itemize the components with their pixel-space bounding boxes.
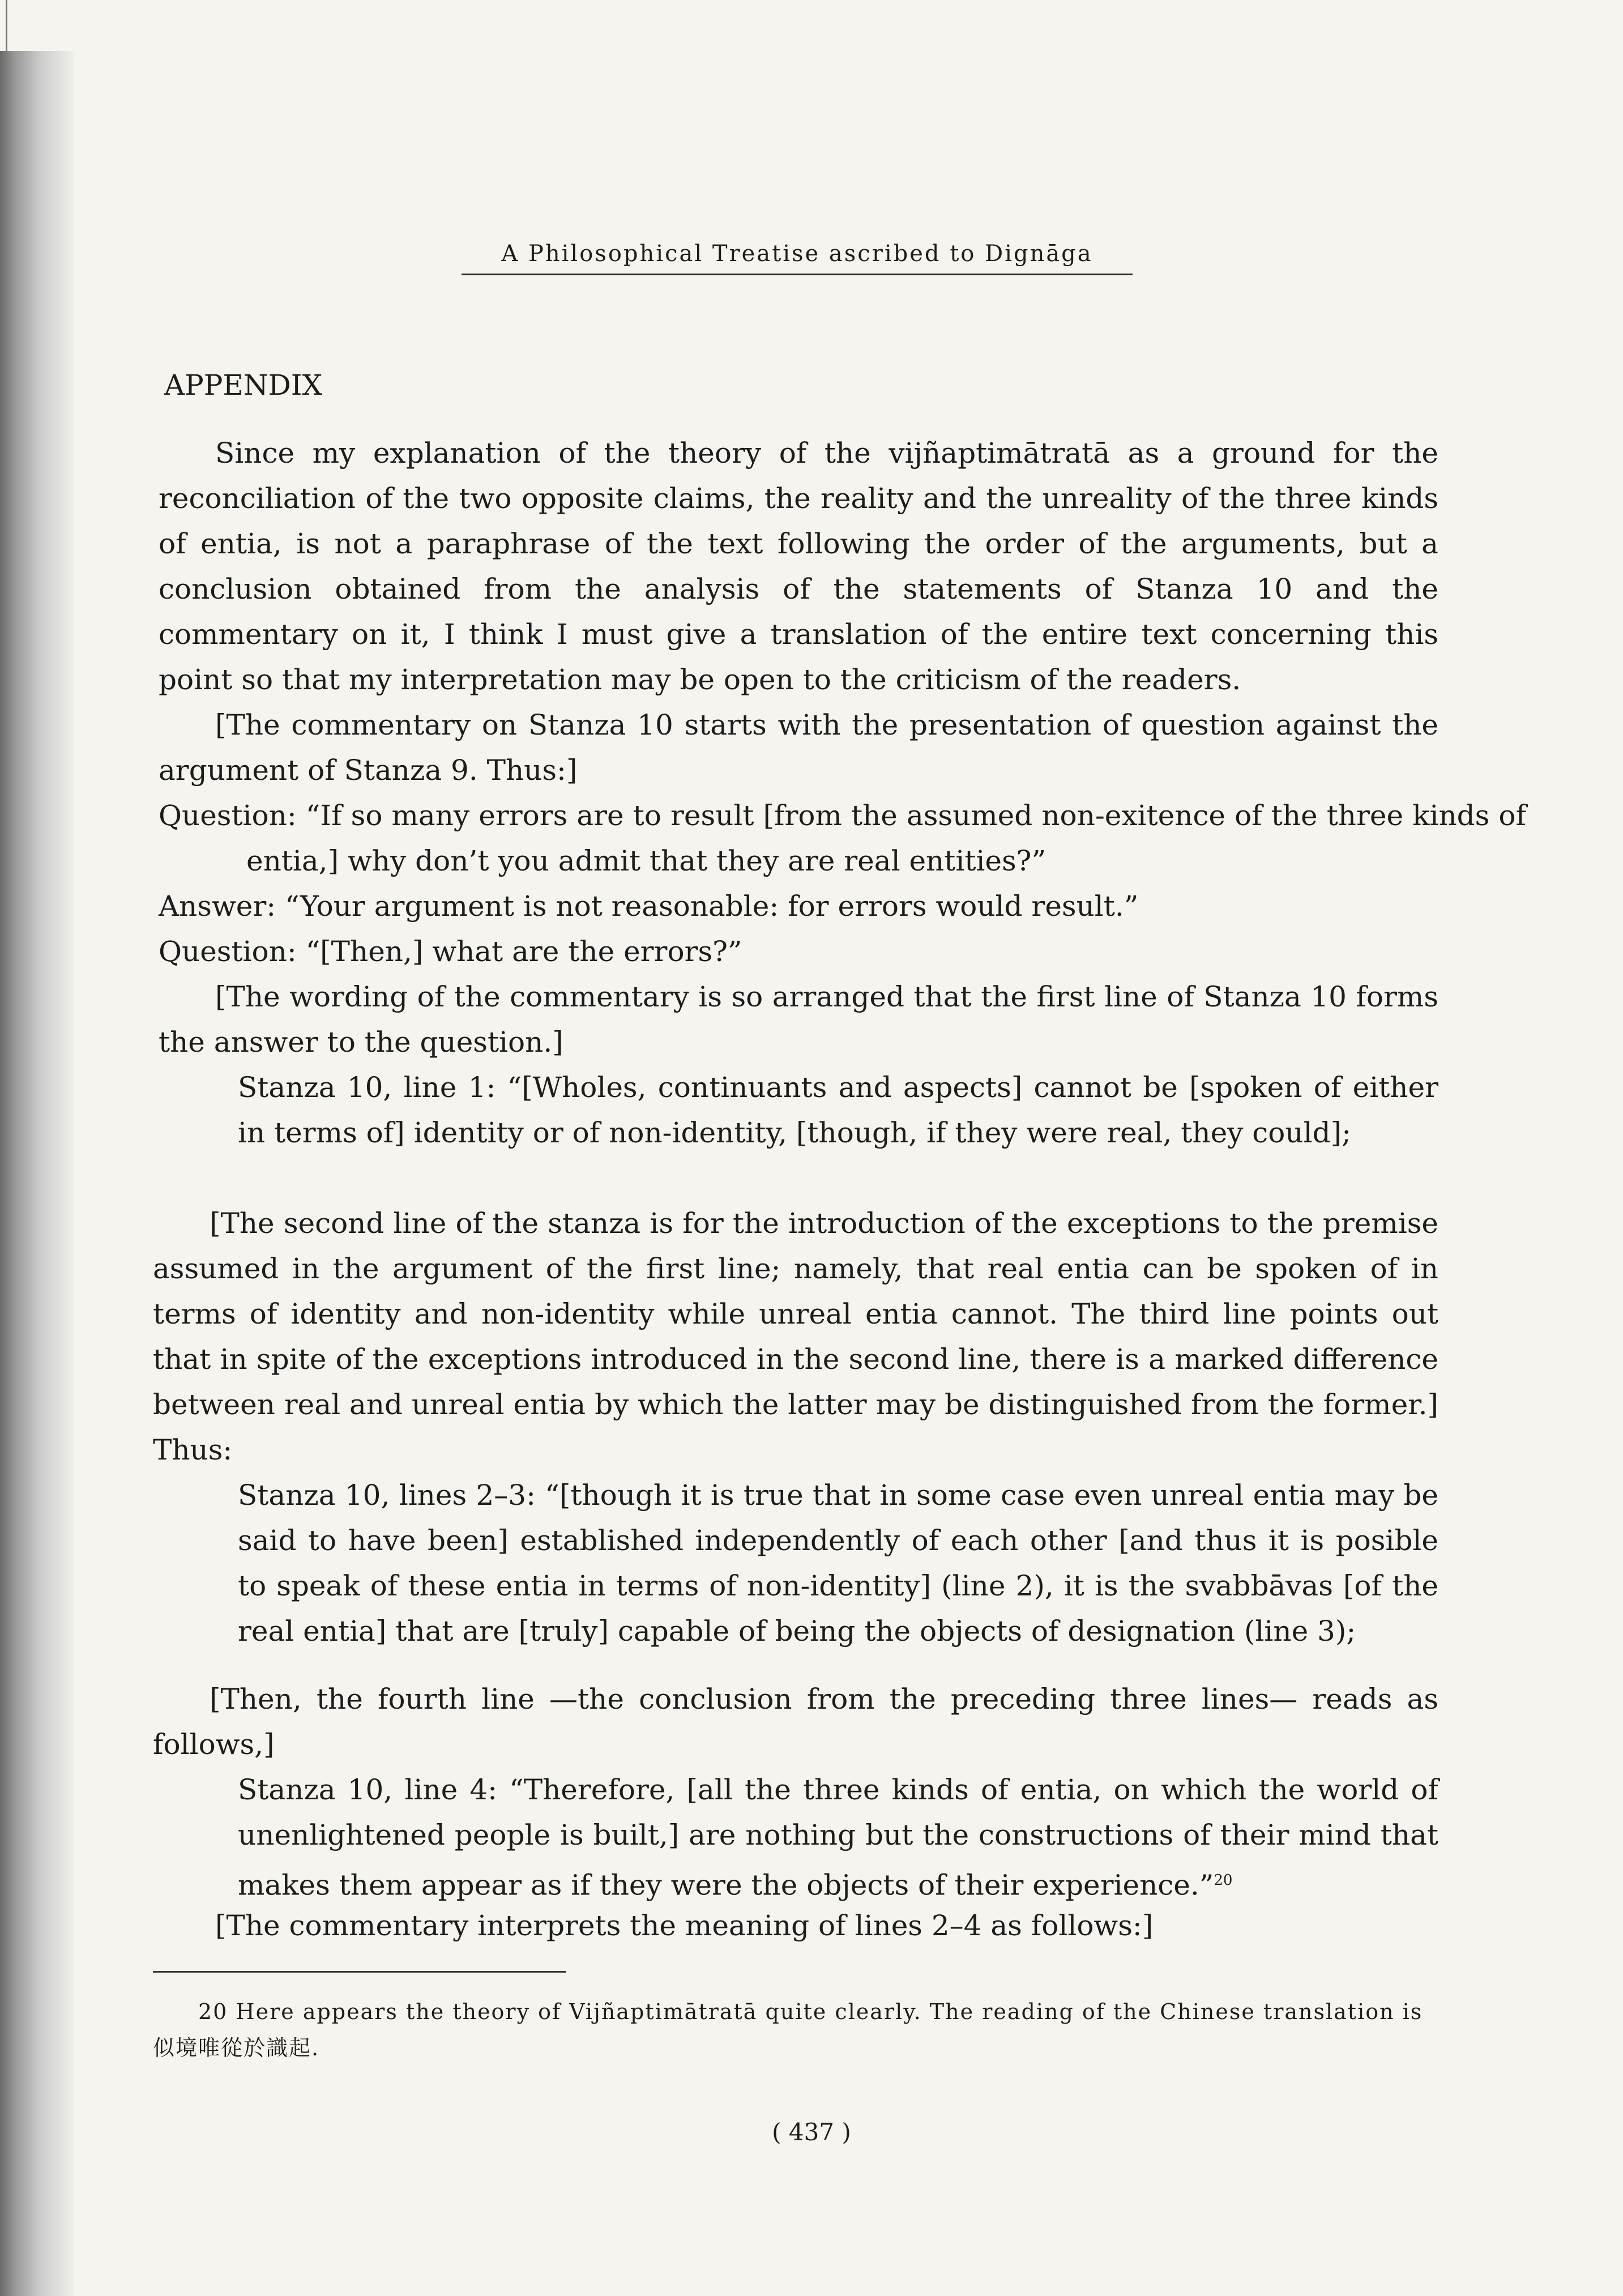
qa-question-2 [159,929,1438,974]
running-header: A Philosophical Treatise ascribed to Dignāga [462,241,1133,275]
qa-question-1-text: “If so many errors are to result [from the assumed non-exitence of the three kinds of entia,] why don’t you admit that they are real entities?” [246,799,1526,877]
stanza-lines-2-3: Stanza 10, lines 2–3: “[though it is true that in some case even unreal entia may be said to have been] established independently of each other [and thus it is posible to speak of these entia in terms of non-identity] (line 2), it is the svabbāvas [of the real entia] that are [truly] capable of being the objects of designation (line 3); [238,1479,1438,1648]
page-number: ( 437 ) [772,2118,851,2146]
qa-question-1 [159,793,1526,884]
qa-answer-label: Answer: [159,890,276,923]
paragraph-intro: Since my explanation of the theory of the vijñaptimātratā as a ground for the reconciliation of the two opposite claims, the reality and the unreality of the three kinds of entia, is not a paraphrase of the text following the order of the arguments, but a conclusion obtained from the analysis of the statements of Stanza 10 and the commentary on it, I think I must give a translation of the entire text concerning this point so that my interpretation may be open to the criticism of the readers. [159,437,1438,696]
binding-edge-line [6,0,7,51]
paragraph-interpretation: [The commentary interprets the meaning of lines 2–4 as follows:] [215,1909,1154,1942]
qa-answer-text: “Your argument is not reasonable: for errors would result.” [285,890,1139,923]
footnote-number: 20 [198,1999,228,2024]
paragraph-second-line: [The second line of the stanza is for the introduction of the exceptions to the premise assumed in the argument of the first line; namely, that real entia can be spoken of in terms of identity and non-identity while unreal entia cannot. The third line points out that in spite of the exceptions introduced in the second line, there is a marked difference between real and unreal entia by which the latter may be distinguished from the former.] Thus: [153,1207,1438,1466]
footnote-20 [153,1994,1438,2066]
stanza-line-1: Stanza 10, line 1: “[Wholes, continuants and aspects] cannot be [spoken of either in terms of] identity or of non-identity, [though, if they were real, they could]; [238,1071,1438,1149]
appendix-heading: APPENDIX [164,369,323,402]
paragraph-wording: [The wording of the commentary is so arranged that the first line of Stanza 10 forms the answer to the question.] [159,980,1438,1059]
qa-answer [159,884,1438,929]
qa-question-2-text: “[Then,] what are the errors?” [305,935,742,968]
paragraph-commentary-start: [The commentary on Stanza 10 starts with the presentation of question against the argument of Stanza 9. Thus:] [159,709,1438,787]
footnote-rule [153,1971,566,1973]
stanza-line-4 [238,1767,1438,1908]
paragraph-fourth-line: [Then, the fourth line —the conclusion from the preceding three lines— reads as follows,] [153,1683,1438,1761]
stanza-line-4-text: Stanza 10, line 4: “Therefore, [all the three kinds of entia, on which the world of unenlightened people is built,] are nothing but the constructions of their mind that makes them appear as if they were the objects of their experience.” [238,1773,1438,1902]
qa-question-1-label: Question: [159,799,297,832]
binding-shadow [0,51,74,2296]
footnote-text: Here appears the theory of Vijñaptimātratā quite clearly. The reading of the Chinese translation is 似境唯從於識起. [153,1999,1423,2060]
footnote-ref-20: 20 [1214,1872,1233,1889]
qa-question-2-label: Question: [159,935,297,968]
